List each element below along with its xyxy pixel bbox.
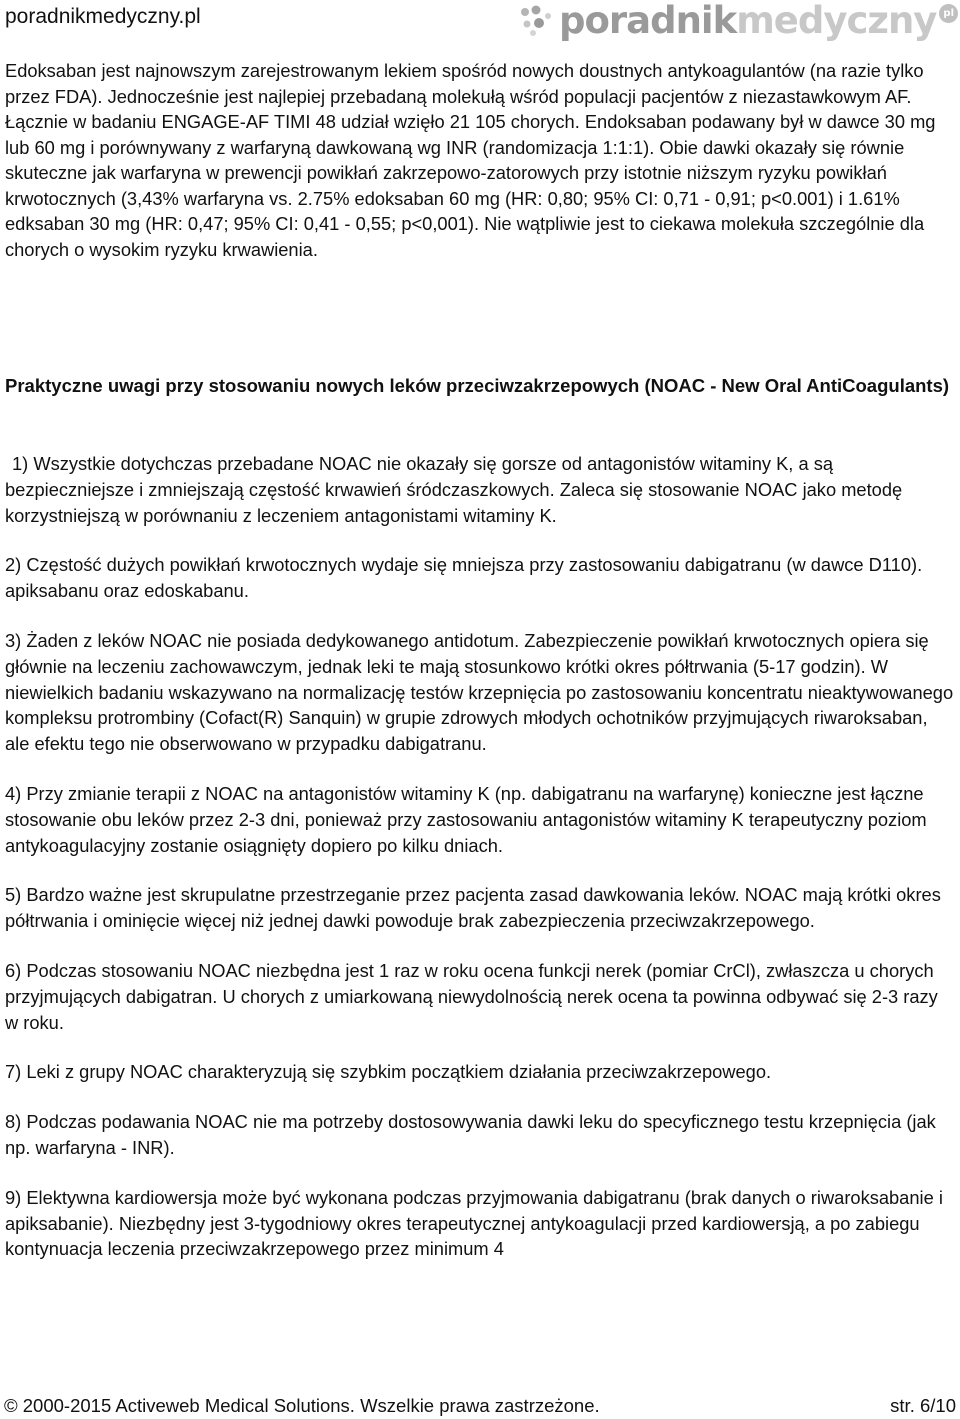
page-footer [4,1393,956,1419]
site-logo[interactable] [519,0,958,42]
site-url[interactable]: poradnikmedyczny.pl [5,5,201,28]
section-heading: Praktyczne uwagi przy stosowaniu nowych leków przeciwzakrzepowych (NOAC - New Oral AntiCoagulants) [5,375,950,396]
logo-wordmark: poradnikmedyczny [558,0,937,42]
list-item: 6) Podczas stosowaniu NOAC niezbędna jest 1 raz w roku ocena funkcji nerek (pomiar CrCl), zwłaszcza u chorych przyjmujących dabigatran. U chorych z umiarkowaną niewydolnością nerek ocena ta powinna odbywać się 2-3 razy w roku. [5,959,938,1033]
list-item: 2) Częstość dużych powikłań krwotocznych wydaje się mniejsza przy zastosowaniu dabigatranu (w dawce D110). apiksabanu oraz edoskabanu. [5,554,923,602]
list-item: 8) Podczas podawania NOAC nie ma potrzeby dostosowywania dawki leku do specyficznego testu krzepnięcia (jak np. warfaryna - INR). [5,1111,936,1158]
logo-dots-icon [519,4,553,38]
list-item: 7) Leki z grupy NOAC charakteryzują się szybkim początkiem działania przeciwzakrzepowego. [5,1061,772,1083]
recommendations-list [5,451,955,1286]
intro-paragraph: Edoksaban jest najnowszym zarejestrowanym lekiem spośród nowych doustnych antykoagulantów (na razie tylko przez FDA). Jednocześnie jest najlepiej przebadaną molekułą wśród populacji pacjentów z niezastawkowym AF. Łącznie w badaniu ENGAGE-AF TIMI 48 udział wzięło 21 105 chorych. Endoksaban podawany był w dawce 30 mg lub 60 mg i porównywany z warfaryną dawkowaną wg INR (randomizacja 1:1:1). Obie dawki okazały się równie skuteczne jak warfaryna w prewencji powikłań zakrzepowo-zatorowych przy istotnie niższym ryzyku powikłań krwotocznych (3,43% warfaryna vs. 2.75% edoksaban 60 mg (HR: 0,80; 95% CI: 0,71 - 0,91; p<0.001) i 1.61% edksaban 30 mg (HR: 0,47; 95% CI: 0,41 - 0,55; p<0,001). Nie wątpliwie jest to ciekawa molekuła szczególnie dla chorych o wysokim ryzyku krwawienia. [5,60,936,260]
copyright-text: © 2000-2015 Activeweb Medical Solutions. Wszelkie prawa zastrzeżone. [4,1395,600,1416]
list-item: 1) Wszystkie dotychczas przebadane NOAC nie okazały się gorsze od antagonistów witaminy K, a są bezpieczniejsze i zmniejszają częstość krwawień śródczaszkowych. Zaleca się stosowanie NOAC jako metodę korzystniejszą w porównaniu z leczeniem antagonistami witaminy K. [5,453,903,526]
logo-badge: pl [939,4,958,23]
list-item: 4) Przy zmianie terapii z NOAC na antagonistów witaminy K (np. dabigatranu na warfarynę) konieczne jest łączne stosowanie obu leków przez 2-3 dni, ponieważ przy zastosowaniu antagonistów witaminy K terapeutyczny poziom antykoagulacyjny zostanie osiągnięty dopiero po kilku dniach. [5,782,927,856]
list-item: 3) Żaden z leków NOAC nie posiada dedykowanego antidotum. Zabezpieczenie powikłań krwotocznych opiera się głównie na leczeniu zachowawczym, jednak leki te mają stosunkowo krótki okres półtrwania (5-17 godzin). W niewielkich badaniu wskazywano na normalizację testów krzepnięcia po zastosowaniu koncentratu nieaktywowanego kompleksu protrombiny (Cofact(R) Sanquin) w grupie zdrowych młodych ochotników przyjmujących riwaroksaban, ale efektu tego nie obserwowano w przypadku dabigatranu. [5,629,954,755]
page-number: str. 6/10 [890,1395,956,1416]
list-item: 9) Elektywna kardiowersja może być wykonana podczas przyjmowania dabigatranu (brak danych o riwaroksabanie i apiksabanie). Niezbędny jest 3-tygodniowy okres terapeutycznej antykoagulacji przed kardiowersją, a po zabiegu kontynuacja leczenia przeciwzakrzepowego przez minimum 4 [5,1186,943,1260]
intro-section [5,58,955,262]
list-item: 5) Bardzo ważne jest skrupulatne przestrzeganie przez pacjenta zasad dawkowania leków. NOAC mają krótki okres półtrwania i ominięcie więcej niż jednej dawki powoduje brak zabezpieczenia przeciwzakrzepowego. [5,884,941,932]
page-header [0,0,960,42]
